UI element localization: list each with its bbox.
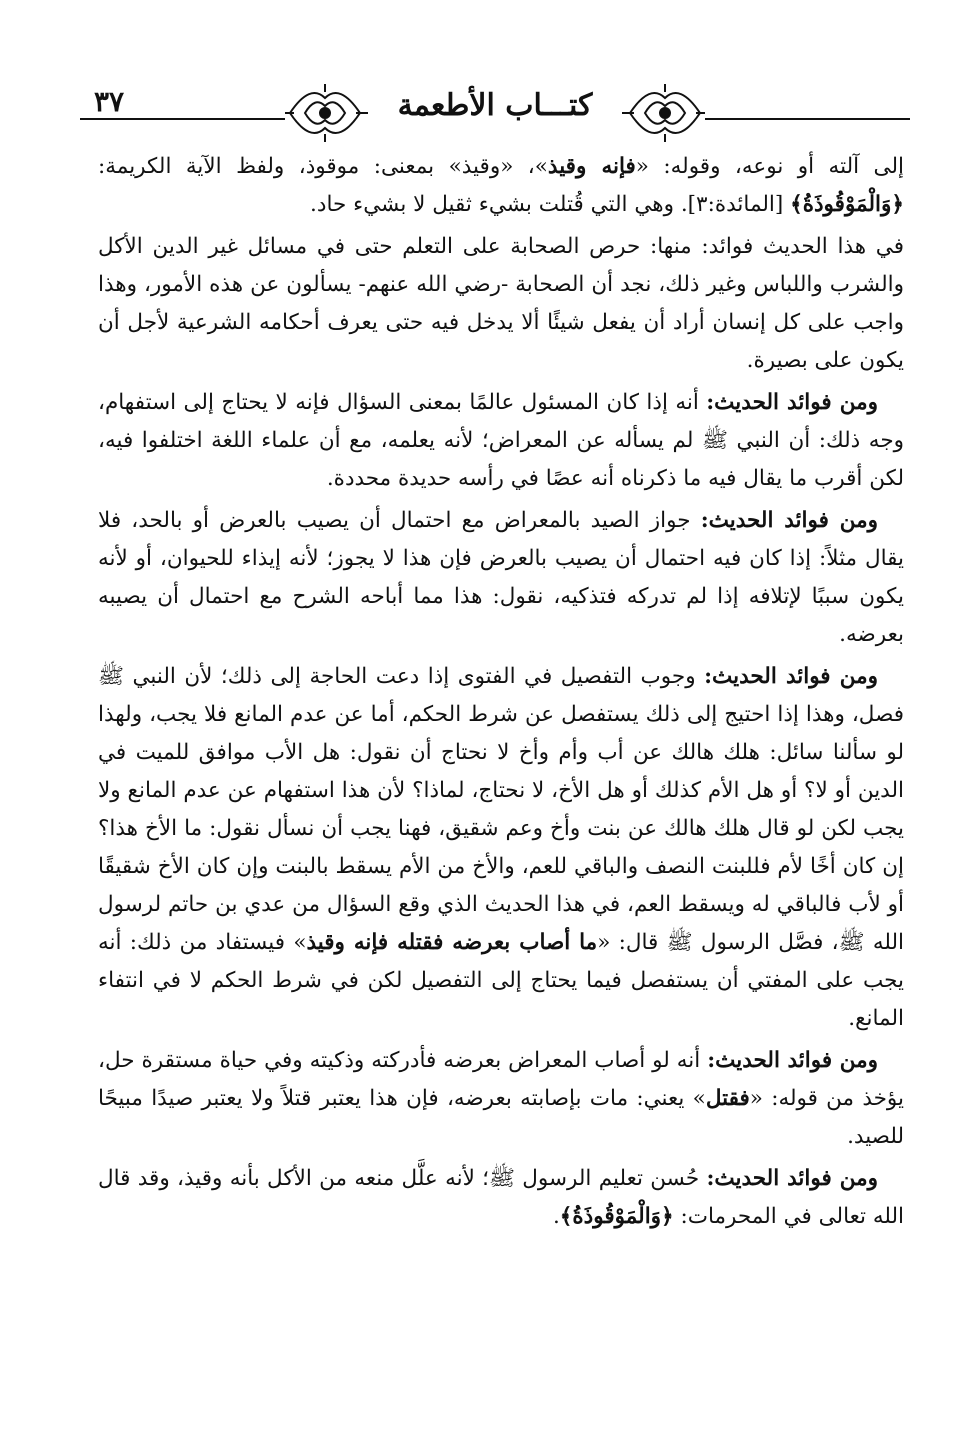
paragraph-lead: ومن فوائد الحديث: (707, 1048, 878, 1073)
page-number: ٣٧ (94, 85, 125, 118)
quran-verse: ﴿وَالْمَوْقُوذَةُ﴾ (559, 1204, 674, 1229)
floral-ornament-icon (620, 78, 710, 148)
header-rule-left (80, 118, 285, 120)
page-header (80, 70, 910, 150)
paragraph: ومن فوائد الحديث: أنه لو أصاب المعراض بعرضه فأدركته وذكيته وفي حياة مستقرة حل، يؤخذ من قوله: «فقتل» يعني: مات بإصابته بعرضه، فإن هذا يعتبر قتلاً ولا يعتبر صيدًا مبيحًا للصيد. (98, 1048, 904, 1149)
hadith-quote: فإنه وقيذ (547, 154, 636, 179)
hadith-quote: ما أصاب بعرضه فقتله فإنه وقيذ (306, 930, 598, 955)
running-title: كتـــاب الأطعمة (397, 88, 593, 123)
hadith-quote: فقتل (705, 1086, 750, 1111)
header-rule-right (705, 118, 910, 120)
paragraph: في هذا الحديث فوائد: منها: حرص الصحابة على التعلم حتى في مسائل غير الدين الأكل والشرب واللباس وغير ذلك، نجد أن الصحابة -رضي الله عنهم- يسألون عن هذه الأمور، وهذا واجب على كل إنسان أراد أن يفعل شيئًا ألا يدخل فيه حتى يعرف أحكامه الشرعية لأجل أن يكون على بصيرة. (98, 234, 904, 373)
paragraph-lead: ومن فوائد الحديث: (704, 664, 878, 689)
paragraph-lead: ومن فوائد الحديث: (700, 508, 878, 533)
floral-ornament-icon (280, 78, 370, 148)
paragraph: ومن فوائد الحديث: أنه إذا كان المسئول عالمًا بمعنى السؤال فإنه لا يحتاج إلى استفهام، وجه ذلك: أن النبي ﷺ لم يسأله عن المعراض؛ لأنه يعلمه، مع أن علماء اللغة اختلفوا فيه، لكن أقرب ما يقال فيه ما ذكرناه أنه عصًا في رأسه حديدة محددة. (98, 390, 904, 491)
paragraph-lead: ومن فوائد الحديث: (706, 1166, 878, 1191)
paragraph: ومن فوائد الحديث: وجوب التفصيل في الفتوى إذا دعت الحاجة إلى ذلك؛ لأن النبي ﷺ فصل، وهذا إذا احتيج إلى ذلك يستفصل عن شرط الحكم، أما عن عدم المانع فلا يجب، ولهذا لو سألنا سائل: هلك هالك عن أب وأم وأخ لا نحتاج أن نقول: هل الأب موافق للميت في الدين أو لا؟ أو هل الأم كذلك أو هل الأخ، لا نحتاج، لماذا؟ لأن هذا استفهام عن عدم المانع ولا يجب لكن لو قال هلك هالك عن بنت وأخ وعم شقيق، فهنا يجب أن نسأل نقول: ما الأخ هذا؟ إن كان أخًا لأم فللبنت النصف والباقي للعم، والأخ من الأم يسقط بالبنت وإن كان الأخ شقيقًا أو لأب فالباقي له ويسقط العم، في هذا الحديث الذي وقع السؤال من عدي بن حاتم لرسول الله ﷺ، فصَّل الرسول ﷺ قال: «ما أصاب بعرضه فقتله فإنه وقيذ» فيستفاد من ذلك: أنه يجب على المفتي أن يستفصل فيما يحتاج إلى التفصيل لكن في شرط الحكم لا في انتفاء المانع. (98, 664, 905, 1031)
paragraph-lead: ومن فوائد الحديث: (706, 390, 878, 415)
paragraph: إلى آلته أو نوعه، وقوله: «فإنه وقيذ»، «وقيذ» بمعنى: موقوذ، ولفظ الآية الكريمة: ﴿وَالْمَوْقُوذَةُ﴾ [المائدة:٣]. وهي التي قُتلت بشيء ثقيل لا بشيء حاد. (98, 154, 904, 217)
paragraph: ومن فوائد الحديث: جواز الصيد بالمعراض مع احتمال أن يصيب بالعرض أو بالحد، فلا يقال مثلاً: إذا كان فيه احتمال أن يصيب بالعرض فإن هذا لا يجوز؛ لأنه إيذاء للحيوان، أو لأنه يكون سببًا لإتلافه إذا لم تدركه فتذكيه، نقول: هذا مما أباحه الشرح مع احتمال أن يصيبه بعرضه. (98, 508, 904, 647)
body-text (98, 148, 904, 1240)
quran-verse: ﴿وَالْمَوْقُوذَةُ﴾ (790, 192, 904, 217)
paragraph: ومن فوائد الحديث: حُسن تعليم الرسول ﷺ؛ لأنه علَّل منعه من الأكل بأنه وقيذ، وقد قال الله تعالى في المحرمات: ﴿وَالْمَوْقُوذَةُ﴾. (98, 1166, 904, 1229)
